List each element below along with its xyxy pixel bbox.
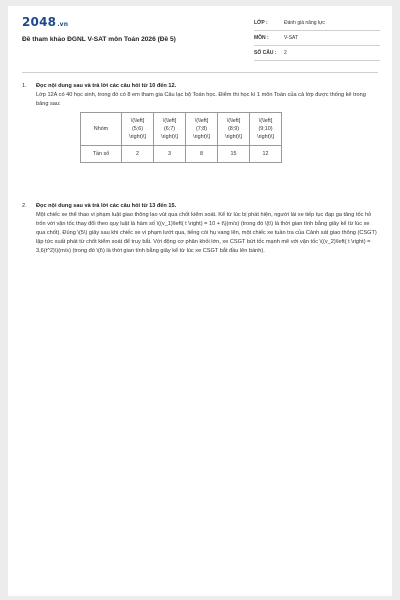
table-group-cell bbox=[154, 113, 186, 146]
meta-row-class bbox=[254, 16, 380, 31]
table-group-cell bbox=[122, 113, 154, 146]
group-range: (7;8) bbox=[195, 126, 208, 132]
group-open: \(\left[ bbox=[194, 118, 209, 124]
table-group-cell bbox=[250, 113, 282, 146]
meta-key: LỚP : bbox=[254, 20, 268, 26]
table-freq-cell: 2 bbox=[122, 146, 154, 163]
table-freq-cell: 3 bbox=[154, 146, 186, 163]
question-text: Một chiếc xe thể thao vi phạm luật giao thông lao vút qua chốt kiểm soát. Kể từ lúc bị phát hiện, người lái xe tiếp tục đạp ga tăng tốc hỏ trốn với vận tốc thay đổi theo quy luật là hàm số \((v_1)\left( t \right) = 10 + t\)(m/s) (trong đó \(t\) là thời gian tính bằng giây kể từ lúc xe qua chốt). Đúng \(5\) giây sau khi chiếc xe vi phạm lướt qua, tiếng còi hụ vang lên, một chiếc xe tuần tra của Cảnh sát giao thông (CSGT) lập tức xuất phát từ chốt kiểm soát để truy bắt. Với động cơ phân khối lớn, xe CSGT bứt tốc mạnh mẽ với vận tốc \((v_2)\left( t \right) = 3,6(t^2)\)(m/s) (trong đó \(t\) là thời gian tính bằng giây kể từ lúc xe CSGT bắt đầu lên bánh). bbox=[36, 212, 377, 254]
question-1 bbox=[22, 82, 378, 163]
group-close: \right)\] bbox=[193, 134, 210, 140]
table-freq-cell: 12 bbox=[250, 146, 282, 163]
group-open: \(\left[ bbox=[130, 118, 145, 124]
table-freq-cell: 15 bbox=[218, 146, 250, 163]
group-close: \right)\] bbox=[225, 134, 242, 140]
group-range: (5;6) bbox=[131, 126, 144, 132]
table-group-cell bbox=[186, 113, 218, 146]
group-close: \right)\] bbox=[129, 134, 146, 140]
table-header-cell: Nhóm bbox=[81, 113, 122, 146]
question-number: 1. bbox=[22, 83, 27, 89]
meta-value: V-SAT bbox=[284, 35, 299, 41]
meta-key: MÔN : bbox=[254, 35, 269, 41]
meta-panel bbox=[254, 16, 380, 61]
group-close: \right)\] bbox=[161, 134, 178, 140]
exam-page bbox=[8, 6, 392, 596]
page-title: Đề tham khảo ĐGNL V-SAT môn Toán 2026 (Đề 5) bbox=[22, 36, 176, 43]
meta-value: Đánh giá năng lực bbox=[284, 20, 325, 26]
table-header-cell: Tần số bbox=[81, 146, 122, 163]
group-close: \right)\] bbox=[257, 134, 274, 140]
question-2 bbox=[22, 202, 378, 256]
meta-row-subject bbox=[254, 31, 380, 46]
group-range: (8;9) bbox=[227, 126, 240, 132]
meta-row-count bbox=[254, 46, 380, 61]
question-heading: Đọc nội dung sau và trả lời các câu hỏi từ 13 đến 15. bbox=[36, 203, 177, 209]
table-group-cell bbox=[218, 113, 250, 146]
question-body bbox=[36, 202, 378, 256]
header-divider bbox=[22, 72, 378, 73]
group-open: \(\left[ bbox=[162, 118, 177, 124]
question-body bbox=[36, 82, 378, 163]
question-number: 2. bbox=[22, 203, 27, 209]
group-open: \(\left[ bbox=[226, 118, 241, 124]
group-range: (9;10) bbox=[258, 126, 273, 132]
table-freq-cell: 8 bbox=[186, 146, 218, 163]
logo-text: 2048 bbox=[22, 15, 57, 29]
site-logo[interactable] bbox=[22, 15, 68, 29]
group-range: (6;7) bbox=[163, 126, 176, 132]
group-open: \(\left[ bbox=[258, 118, 273, 124]
meta-value: 2 bbox=[284, 50, 287, 56]
question-heading: Đọc nội dung sau và trả lời các câu hỏi từ 10 đến 12. bbox=[36, 83, 177, 89]
logo-suffix: .vn bbox=[57, 21, 69, 28]
question-text: Lớp 12A có 40 học sinh, trong đó có 8 em tham gia Câu lạc bộ Toán học. Điểm thi học kì 1 môn Toán của cả lớp được thống kê trong bảng sau: bbox=[36, 92, 366, 107]
frequency-table bbox=[80, 112, 282, 163]
meta-key: SỐ CÂU : bbox=[254, 50, 277, 56]
page-header bbox=[8, 6, 392, 66]
